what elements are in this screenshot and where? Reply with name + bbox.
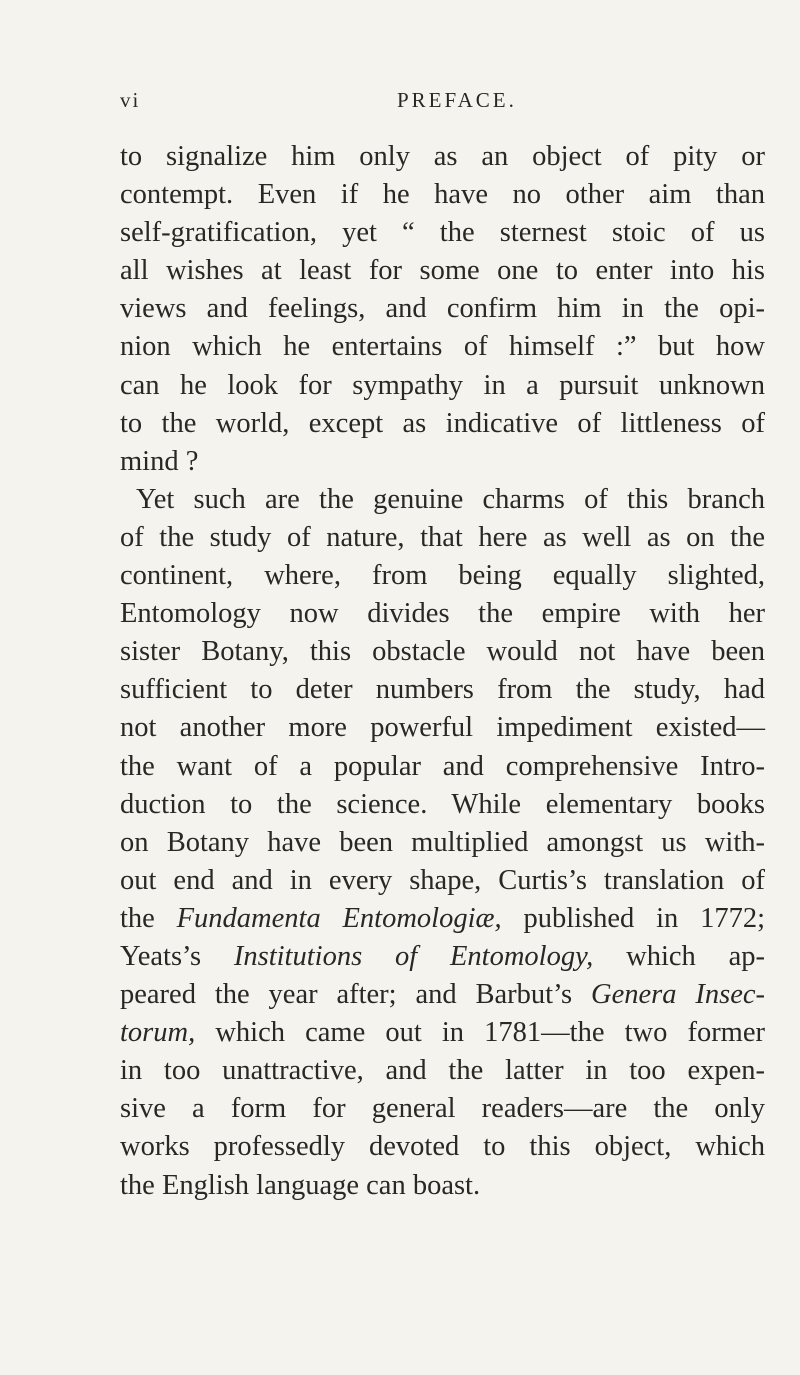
text-line: can he look for sympathy in a pursuit unknown	[120, 369, 765, 401]
book-title-italic: torum,	[120, 1017, 196, 1049]
text-line: self-gratification, yet “ the sternest stoic of us	[120, 217, 765, 249]
text-line: on Botany have been multiplied amongst us with-	[120, 826, 765, 858]
running-head	[120, 88, 720, 118]
page-number: vi	[120, 88, 141, 112]
text-line: sufficient to deter numbers from the study, had	[120, 674, 765, 706]
text-run	[362, 941, 395, 972]
running-title: PREFACE.	[397, 88, 517, 112]
text-line: duction to the science. While elementary books	[120, 788, 765, 820]
text-line: sive a form for general readers—are the only	[120, 1093, 765, 1125]
text-line: not another more powerful impediment existed—	[120, 712, 765, 744]
text-line: mind ?	[120, 445, 199, 477]
text-line: sister Botany, this obstacle would not have been	[120, 636, 765, 668]
book-title-italic: Entomology,	[450, 940, 594, 972]
text-run: which ap-	[593, 940, 766, 972]
text-run: published in 1772;	[501, 902, 765, 934]
text-line	[120, 938, 765, 976]
text-line: the want of a popular and comprehensive Intro-	[120, 750, 765, 782]
paragraph-start-line: Yet such are the genuine charms of this branch	[136, 483, 765, 515]
text-line: nion which he entertains of himself :” but how	[120, 331, 765, 363]
text-line: out end and in every shape, Curtis’s translation of	[120, 864, 765, 896]
text-line: to the world, except as indicative of littleness of	[120, 407, 765, 439]
book-title-italic: Genera Insec-	[591, 979, 765, 1011]
text-line: to signalize him only as an object of pity or	[120, 141, 765, 172]
text-line	[120, 900, 765, 938]
text-run: which came out in 1781—the two former	[195, 1017, 765, 1049]
text-line: all wishes at least for some one to enter into his	[120, 255, 765, 287]
book-title-italic: Institutions	[233, 940, 363, 972]
text-line: continent, where, from being equally slighted,	[120, 560, 765, 592]
text-line: in too unattractive, and the latter in too expen-	[120, 1055, 765, 1087]
body-text	[120, 138, 765, 1205]
text-line: contempt. Even if he have no other aim than	[120, 179, 765, 211]
text-run	[417, 941, 450, 972]
text-run: the	[120, 902, 177, 934]
text-line: views and feelings, and confirm him in the opi-	[120, 293, 765, 325]
text-line: of the study of nature, that here as well as on the	[120, 521, 765, 553]
book-title-italic: of	[395, 940, 418, 972]
text-line: Entomology now divides the empire with her	[120, 598, 765, 630]
text-run: peared the year after; and Barbut’s	[120, 979, 591, 1011]
text-line: the English language can boast.	[120, 1169, 481, 1201]
text-line	[120, 1014, 765, 1052]
book-title-italic: Fundamenta Entomologiæ,	[176, 902, 502, 934]
text-line: works professedly devoted to this object, which	[120, 1131, 765, 1163]
text-run: Yeats’s	[120, 940, 234, 972]
text-line	[120, 976, 765, 1014]
